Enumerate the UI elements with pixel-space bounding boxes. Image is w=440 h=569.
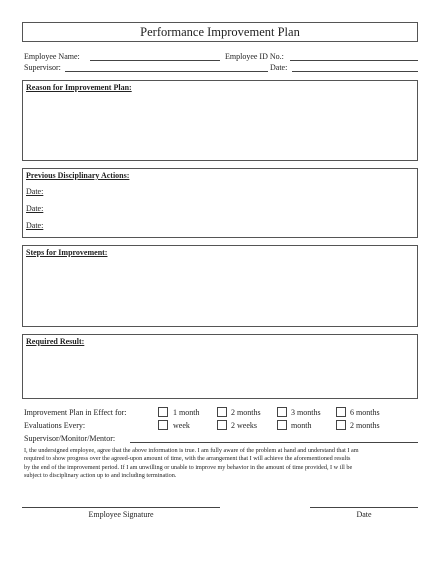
previous-actions-box[interactable]	[22, 168, 418, 238]
result-box[interactable]	[22, 334, 418, 399]
previous-date-2: Date:	[26, 204, 44, 213]
eval-week-label: week	[173, 421, 190, 430]
page-title: Performance Improvement Plan	[22, 22, 418, 42]
reason-box[interactable]	[22, 80, 418, 161]
evaluations-label: Evaluations Every:	[24, 421, 86, 430]
result-heading: Required Result:	[26, 337, 85, 346]
signature-date-line[interactable]	[310, 507, 418, 508]
in-effect-2-months-label: 2 months	[231, 408, 261, 417]
previous-actions-heading: Previous Disciplinary Actions:	[26, 171, 130, 180]
employee-id-label: Employee ID No.:	[225, 52, 284, 61]
eval-week-checkbox[interactable]	[158, 420, 168, 430]
eval-month-checkbox[interactable]	[277, 420, 287, 430]
steps-box[interactable]	[22, 245, 418, 327]
eval-2-weeks-label: 2 weeks	[231, 421, 257, 430]
acknowledgement-line: subject to disciplinary action up to and including termination.	[24, 472, 177, 480]
in-effect-2-months-checkbox[interactable]	[217, 407, 227, 417]
in-effect-3-months-label: 3 months	[291, 408, 321, 417]
employee-id-field[interactable]	[290, 60, 418, 61]
eval-2-weeks-checkbox[interactable]	[217, 420, 227, 430]
employee-name-field[interactable]	[90, 60, 220, 61]
date-label: Date:	[270, 63, 288, 72]
supervisor-label: Supervisor:	[24, 63, 61, 72]
in-effect-label: Improvement Plan in Effect for:	[24, 408, 127, 417]
mentor-field[interactable]	[130, 442, 418, 443]
mentor-label: Supervisor/Monitor/Mentor:	[24, 434, 116, 443]
eval-2-months-label: 2 months	[350, 421, 380, 430]
employee-signature-label: Employee Signature	[88, 510, 154, 519]
in-effect-1-month-checkbox[interactable]	[158, 407, 168, 417]
in-effect-6-months-label: 6 months	[350, 408, 380, 417]
date-field[interactable]	[292, 71, 418, 72]
in-effect-6-months-checkbox[interactable]	[336, 407, 346, 417]
acknowledgement-line: required to show progress over the agreed-upon amount of time, with the arrangement that I will achieve the aforementioned results	[24, 455, 351, 463]
acknowledgement-text	[24, 447, 420, 481]
reason-heading: Reason for Improvement Plan:	[26, 83, 132, 92]
employee-signature-line[interactable]	[22, 507, 220, 508]
eval-2-months-checkbox[interactable]	[336, 420, 346, 430]
steps-heading: Steps for Improvement:	[26, 248, 108, 257]
acknowledgement-line: by the end of the improvement period. If I am unwilling or unable to improve my behavior in the amount of time provided, I w ill be	[24, 463, 353, 471]
supervisor-field[interactable]	[65, 71, 268, 72]
previous-date-1: Date:	[26, 187, 44, 196]
employee-name-label: Employee Name:	[24, 52, 80, 61]
signature-date-label: Date	[356, 510, 372, 519]
acknowledgement-line: I, the undersigned employee, agree that the above information is true. I am fully aware of the problem at hand and understand that I am	[24, 447, 359, 454]
in-effect-1-month-label: 1 month	[173, 408, 200, 417]
in-effect-3-months-checkbox[interactable]	[277, 407, 287, 417]
previous-date-3: Date:	[26, 221, 44, 230]
eval-month-label: month	[291, 421, 312, 430]
